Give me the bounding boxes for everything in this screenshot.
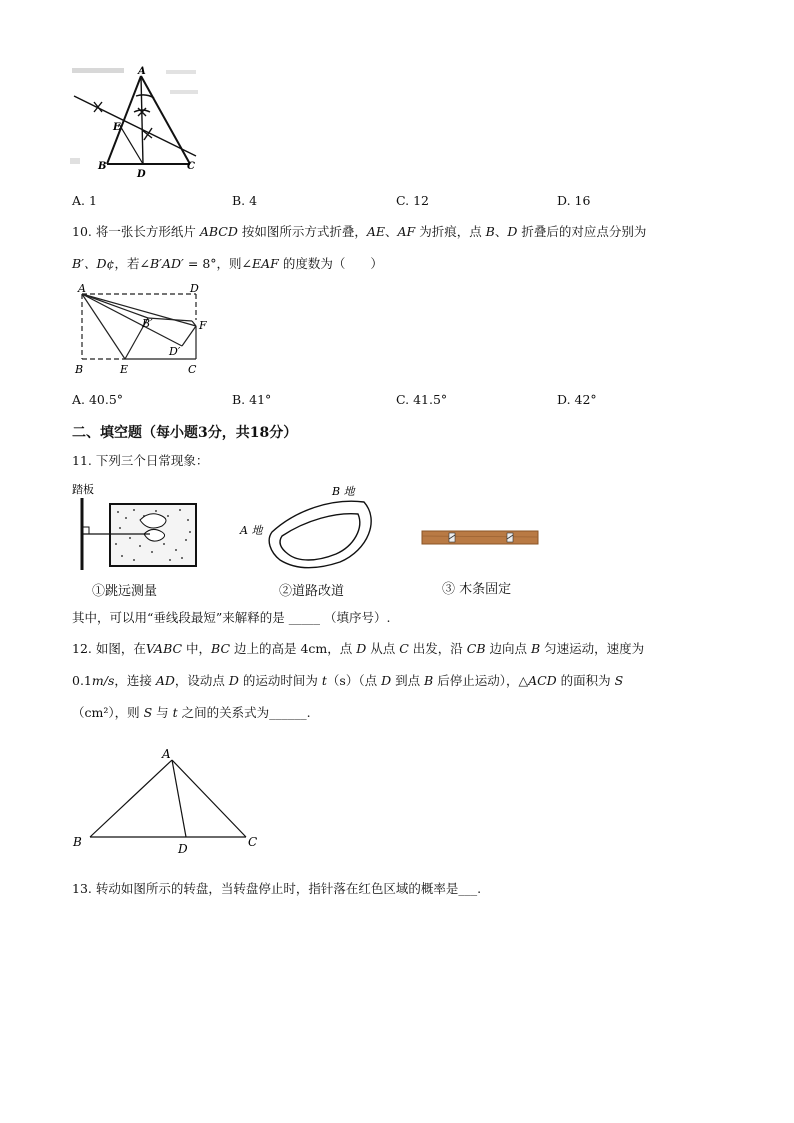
- q10-option-c: C. 41.5°: [396, 392, 448, 407]
- q10-label-d1: D′: [169, 345, 181, 358]
- q12-stem-line3: [72, 704, 311, 722]
- q9-option-a: A. 1: [72, 193, 97, 208]
- q9-segment-ad: [141, 76, 143, 164]
- q9-label-e: E: [113, 122, 121, 133]
- q10-text: 、: [385, 224, 398, 239]
- q10-math: B′、D¢: [72, 256, 115, 271]
- q10-text: 10. 将一张长方形纸片: [72, 224, 200, 239]
- q12-text: 后停止运动），△: [433, 673, 529, 688]
- q10-label-b: B: [75, 363, 84, 376]
- q12-math: C: [399, 641, 409, 656]
- q10-text: 为折痕，点: [415, 224, 486, 239]
- q10-stem-line1: [72, 223, 646, 241]
- q12-math: D: [228, 673, 239, 688]
- q10-crease-af: [82, 294, 196, 326]
- q12-text: ，连接: [114, 673, 156, 688]
- q10-math: ABCD: [199, 224, 238, 239]
- q10-label-a: A: [78, 282, 86, 295]
- q10-segment-ab1: [82, 294, 148, 318]
- q12-text: 之间的关系式为______.: [177, 705, 311, 720]
- q12-label-d: D: [178, 842, 188, 856]
- q9-label-c: C: [187, 161, 195, 172]
- q10-math: AE: [366, 224, 385, 239]
- q12-math: B: [530, 641, 541, 656]
- q11-caption-2: ②道路改道: [279, 584, 345, 599]
- q10-text: 折叠后的对应点分别为: [517, 224, 647, 239]
- q12-text: ，设动点: [174, 673, 229, 688]
- q12-text: （cm²），则: [72, 705, 144, 720]
- q11-long-jump-figure: [70, 480, 204, 572]
- q9-option-b: B. 4: [232, 193, 258, 208]
- q11-question: 其中，可以用“垂线段最短”来解释的是 _____ （填序号）.: [72, 610, 391, 625]
- q11-caption-3: ③ 木条固定: [442, 582, 512, 597]
- q10-math: AF: [397, 224, 416, 239]
- q12-stem-line1: [72, 640, 644, 658]
- q13-stem: 13. 转动如图所示的转盘，当转盘停止时，指针落在红色区域的概率是___.: [72, 881, 482, 896]
- q12-text: 从点: [366, 641, 400, 656]
- q10-label-b1: B′: [142, 317, 153, 330]
- q12-text: 12. 如图，在: [72, 641, 146, 656]
- q12-text: 边向点: [485, 641, 531, 656]
- q10-label-e: E: [120, 363, 129, 376]
- q9-option-d: D. 16: [557, 193, 591, 208]
- q10-text: 按如图所示方式折叠，: [237, 224, 367, 239]
- q12-math: m/s: [91, 673, 115, 688]
- q10-text: 、: [494, 224, 508, 239]
- q10-label-f: F: [199, 319, 207, 332]
- q10-option-b: B. 41°: [232, 392, 272, 407]
- q12-text: 到点: [391, 673, 425, 688]
- q10-label-c: C: [188, 363, 197, 376]
- q12-text: 边上的高是 4cm，点: [230, 641, 357, 656]
- q9-segment-ed: [119, 124, 143, 164]
- q11-a-label: A 地: [240, 524, 263, 537]
- q12-math: S: [143, 705, 153, 720]
- q11-caption-1: ①跳远测量: [92, 584, 158, 599]
- q12-math: B: [424, 673, 434, 688]
- q9-side-ac: [141, 76, 190, 164]
- q11-nail-right: [507, 533, 513, 542]
- q9-label-b: B: [98, 161, 107, 172]
- section-title: 二、填空题（每小题3分，共18分）: [72, 425, 298, 441]
- q11-board-label: 踏板: [72, 483, 94, 496]
- q12-text: 的运动时间为: [238, 673, 322, 688]
- q10-math: EAF: [252, 256, 279, 271]
- q12-text: 的面积为: [556, 673, 615, 688]
- q11-road-inner: [280, 514, 360, 560]
- q10-option-a: A. 40.5°: [72, 392, 124, 407]
- q12-text: 出发，沿: [408, 641, 467, 656]
- q10-math: B′AD′: [149, 256, 184, 271]
- q12-math: ACD: [528, 673, 557, 688]
- q11-wood-strip-figure: [420, 528, 540, 548]
- q12-math: t: [321, 673, 327, 688]
- q9-label-d: D: [137, 169, 146, 180]
- q10-label-d: D: [190, 282, 199, 295]
- q9-line-through-e: [74, 96, 196, 156]
- q12-label-c: C: [248, 835, 258, 849]
- q12-side-ab: [90, 760, 172, 837]
- q11-stem: 11. 下列三个日常现象：: [72, 453, 209, 468]
- q11-b-label: B 地: [332, 485, 355, 498]
- q11-road-figure: [236, 480, 384, 576]
- q9-triangle-figure: [66, 62, 206, 180]
- q10-rectangle-fold-figure: [70, 282, 220, 378]
- q10-segment-ad1: [82, 294, 182, 346]
- q12-stem-line2: [72, 672, 623, 690]
- q12-math: t: [172, 705, 178, 720]
- q12-math: D: [381, 673, 392, 688]
- q12-math: AD: [155, 673, 175, 688]
- q10-text: 的度数为（ ）: [278, 256, 383, 271]
- q12-text: 与: [152, 705, 173, 720]
- q12-text: 中，: [182, 641, 212, 656]
- q12-text: （s）（点: [326, 673, 382, 688]
- q12-math: D: [356, 641, 367, 656]
- q10-text: ，若∠: [114, 256, 150, 271]
- q9-option-c: C. 12: [396, 193, 429, 208]
- q10-math: B: [485, 224, 495, 239]
- q12-math: S: [614, 673, 624, 688]
- q12-text: 匀速运动，速度为: [540, 641, 645, 656]
- q11-wood-strip: [422, 531, 538, 544]
- q10-math: D: [507, 224, 518, 239]
- q10-text: = 8°，则∠: [183, 256, 253, 271]
- q12-side-ac: [172, 760, 246, 837]
- q12-triangle-figure: [70, 744, 270, 858]
- q9-label-a: A: [138, 66, 146, 77]
- q12-math: VABC: [145, 641, 183, 656]
- q12-label-a: A: [162, 747, 171, 761]
- q10-segment-d1f: [182, 326, 196, 346]
- q12-text: 0.1: [72, 673, 92, 688]
- q11-nail-left: [449, 533, 455, 542]
- q12-math: CB: [466, 641, 486, 656]
- q10-stem-line2: [72, 255, 383, 273]
- q10-option-d: D. 42°: [557, 392, 597, 407]
- q12-label-b: B: [73, 835, 82, 849]
- q12-math: BC: [211, 641, 231, 656]
